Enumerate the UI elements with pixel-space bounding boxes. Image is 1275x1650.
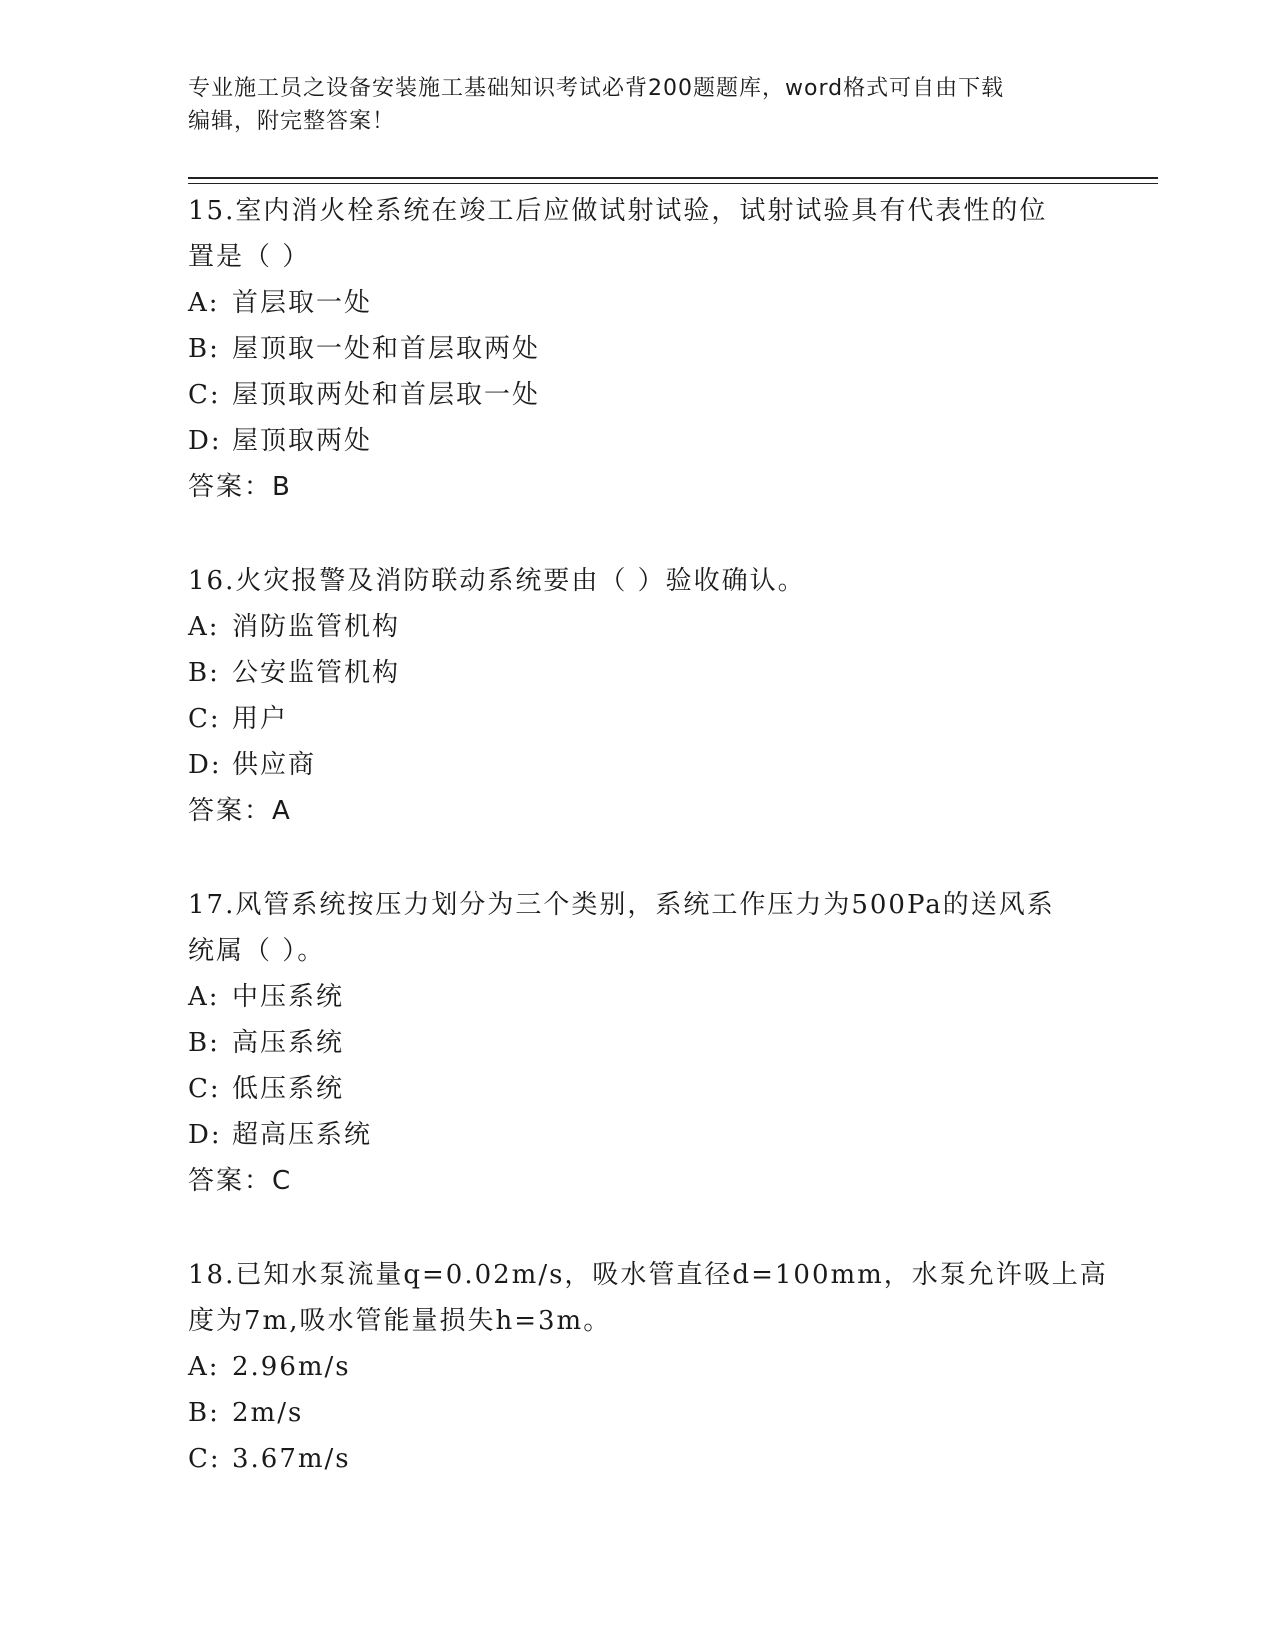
header-line-2: 编辑，附完整答案！ xyxy=(188,109,396,134)
answer-line: 答案：A xyxy=(188,796,292,826)
option-b xyxy=(188,326,1088,372)
option-c xyxy=(188,1066,1088,1112)
option-letter: C: xyxy=(188,704,221,734)
option-letter: C: xyxy=(188,380,221,410)
option-d xyxy=(188,1112,1088,1158)
option-text: 高压系统 xyxy=(232,1028,345,1058)
option-letter: A: xyxy=(188,612,220,642)
header-divider-thin xyxy=(188,183,1158,184)
option-letter: B: xyxy=(188,658,220,688)
option-text: 中压系统 xyxy=(232,982,345,1012)
option-letter: C: xyxy=(188,1444,221,1474)
option-text: 3.67m/s xyxy=(232,1444,351,1474)
option-letter: B: xyxy=(188,1398,220,1428)
question-text: 15.室内消火栓系统在竣工后应做试射试验，试射试验具有代表性的位 xyxy=(188,196,1048,226)
question-text: 统属（ ）。 xyxy=(188,936,326,966)
option-text: 屋顶取两处和首层取一处 xyxy=(232,380,541,410)
option-letter: A: xyxy=(188,288,220,318)
option-letter: A: xyxy=(188,1352,220,1382)
option-letter: D: xyxy=(188,426,222,456)
option-text: 屋顶取一处和首层取两处 xyxy=(232,334,541,364)
option-text: 供应商 xyxy=(232,750,317,780)
option-letter: D: xyxy=(188,750,222,780)
option-d xyxy=(188,418,1088,464)
option-text: 超高压系统 xyxy=(232,1120,373,1150)
option-text: 低压系统 xyxy=(232,1074,345,1104)
option-b xyxy=(188,1390,1088,1436)
option-letter: C: xyxy=(188,1074,221,1104)
question-text: 18.已知水泵流量q=0.02m/s，吸水管直径d=100mm，水泵允许吸上高 xyxy=(188,1260,1108,1290)
option-text: 用户 xyxy=(232,704,289,734)
header-line-1: 专业施工员之设备安装施工基础知识考试必背200题题库，word格式可自由下载 xyxy=(188,76,1005,101)
option-letter: B: xyxy=(188,334,220,364)
question-text: 置是（ ） xyxy=(188,242,311,272)
question-list xyxy=(188,188,1108,1530)
answer-line: 答案：C xyxy=(188,1166,293,1196)
option-text: 消防监管机构 xyxy=(232,612,401,642)
option-b xyxy=(188,1020,1088,1066)
option-a xyxy=(188,1344,1088,1390)
option-a xyxy=(188,280,1088,326)
question-15 xyxy=(188,188,1088,510)
option-text: 公安监管机构 xyxy=(232,658,401,688)
option-c xyxy=(188,696,1088,742)
header-divider-thick xyxy=(188,177,1158,179)
option-text: 屋顶取两处 xyxy=(232,426,373,456)
option-text: 2m/s xyxy=(232,1398,304,1428)
question-18 xyxy=(188,1252,1108,1482)
option-d xyxy=(188,742,1088,788)
option-c xyxy=(188,1436,1088,1482)
question-text: 16.火灾报警及消防联动系统要由（ ）验收确认。 xyxy=(188,566,806,596)
option-c xyxy=(188,372,1088,418)
question-text: 度为7m,吸水管能量损失h=3m。 xyxy=(188,1306,612,1336)
question-17 xyxy=(188,882,1088,1204)
question-16 xyxy=(188,558,1088,834)
option-letter: D: xyxy=(188,1120,222,1150)
option-text: 2.96m/s xyxy=(232,1352,351,1382)
option-text: 首层取一处 xyxy=(232,288,373,318)
option-letter: B: xyxy=(188,1028,220,1058)
option-a xyxy=(188,604,1088,650)
option-letter: A: xyxy=(188,982,220,1012)
option-a xyxy=(188,974,1088,1020)
answer-line: 答案：B xyxy=(188,472,292,502)
question-text: 17.风管系统按压力划分为三个类别，系统工作压力为500Pa的送风系 xyxy=(188,890,1055,920)
document-header xyxy=(188,72,1068,138)
option-b xyxy=(188,650,1088,696)
